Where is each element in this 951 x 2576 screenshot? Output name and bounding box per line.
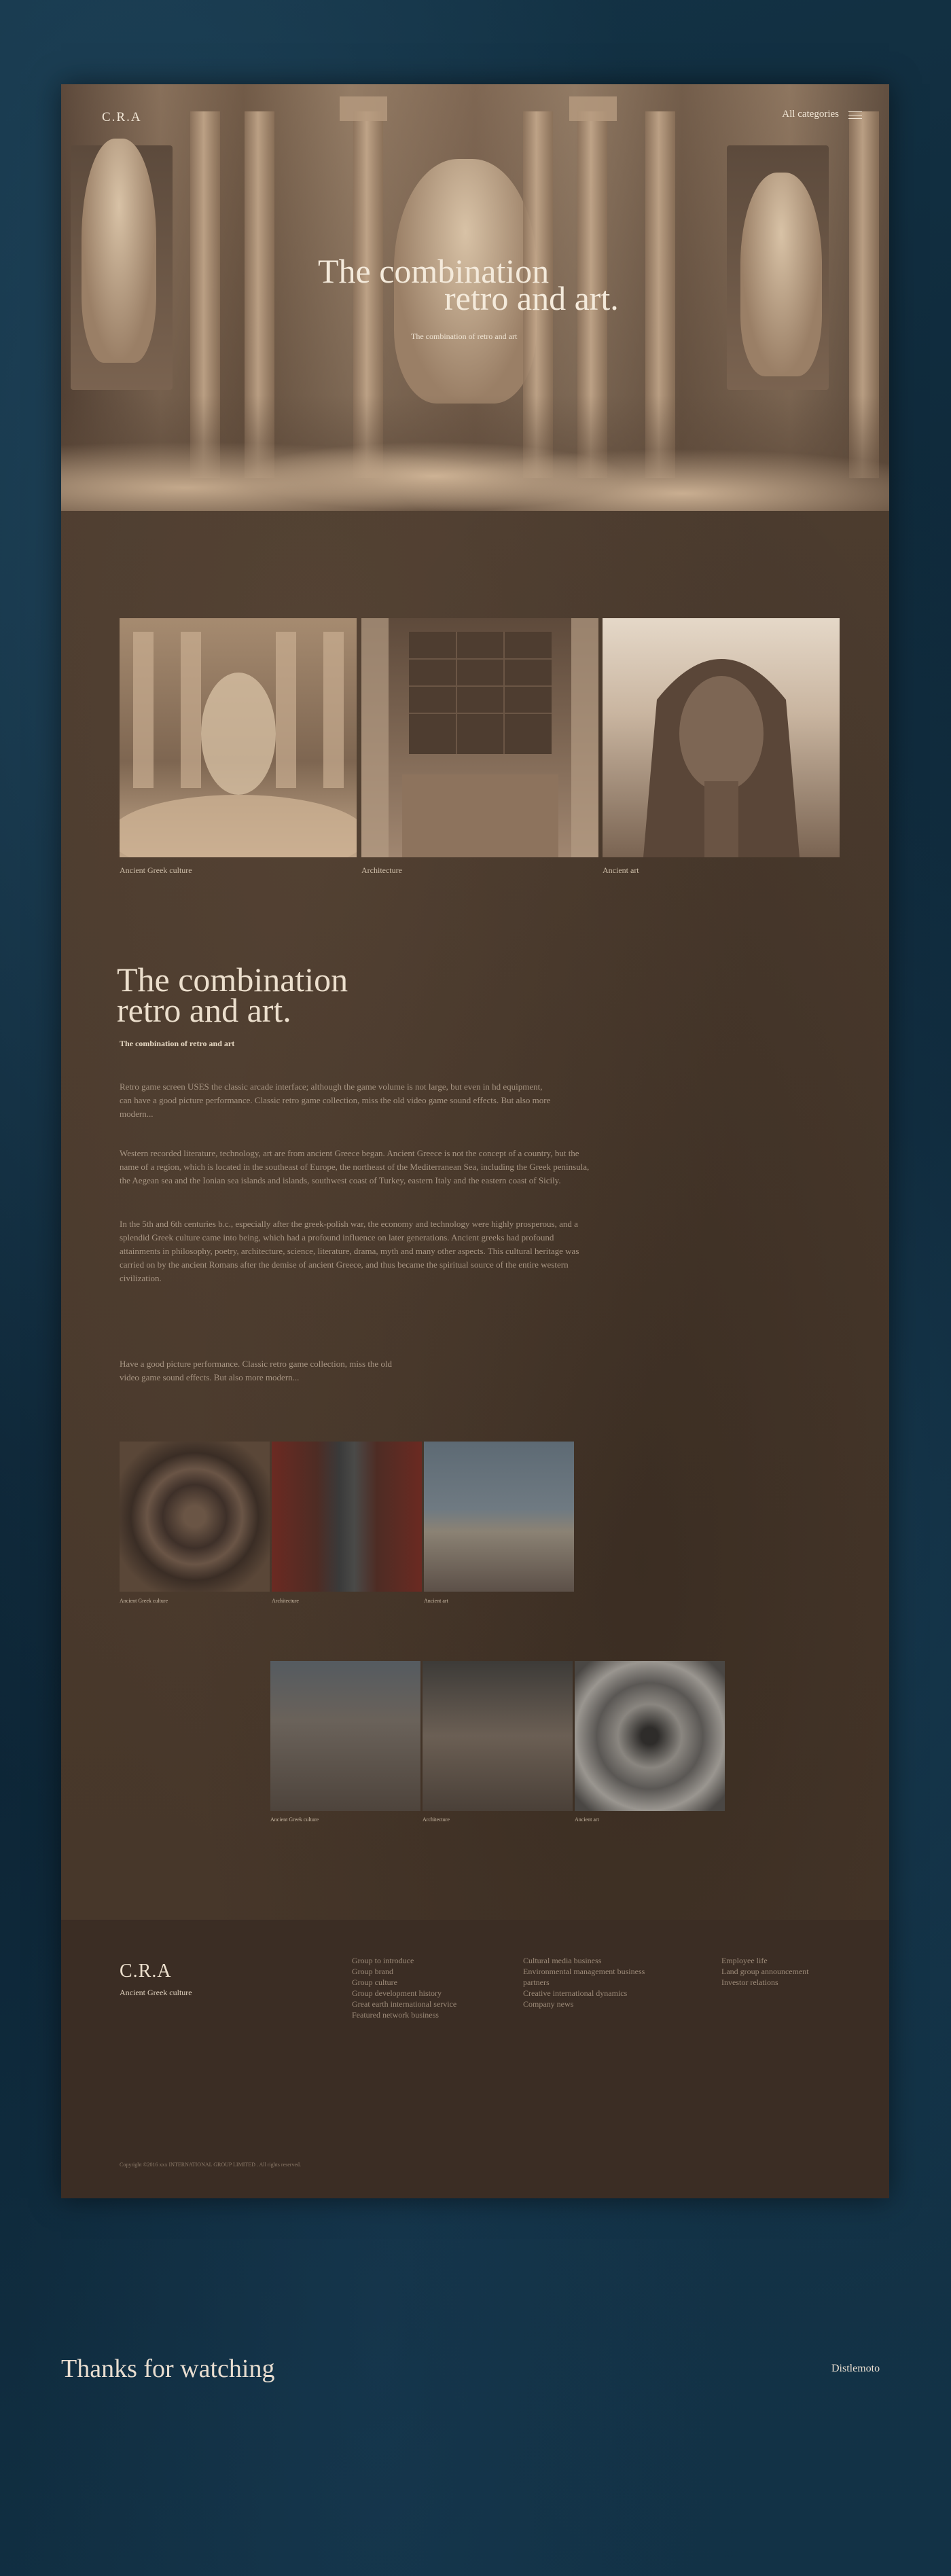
footer-link[interactable]: Group culture xyxy=(352,1978,397,1987)
gallery-bottom-caption-2: Architecture xyxy=(423,1817,450,1823)
gallery-top-caption-1: Ancient Greek culture xyxy=(120,1598,168,1604)
page-card xyxy=(61,84,889,2198)
ruins-illustration xyxy=(361,618,598,857)
footer-link[interactable]: Employee life xyxy=(721,1956,768,1965)
featured-caption-2: Architecture xyxy=(361,865,402,875)
footer xyxy=(61,1920,889,2198)
nav-all-categories[interactable]: All categories xyxy=(782,109,839,120)
paragraph-retro-game: Retro game screen USES the classic arcade interface; although the game volume is not large, but even in hd equipment, can have a good picture performance. Classic retro game collection, miss the old video game sound effects. But also more modern... xyxy=(120,1081,551,1119)
featured-image-architecture[interactable] xyxy=(361,618,598,857)
section-title xyxy=(117,961,348,1029)
footer-link[interactable]: Environmental management business xyxy=(523,1967,645,1976)
footer-copyright: Copyright ©2016 xxx INTERNATIONAL GROUP LIMITED . All rights reserved. xyxy=(120,2162,302,2168)
footer-tagline: Ancient Greek culture xyxy=(120,1988,192,1997)
gallery-top-image-3[interactable] xyxy=(424,1442,574,1592)
gallery-top-image-2[interactable] xyxy=(272,1442,422,1592)
footer-link[interactable]: Featured network business xyxy=(352,2010,439,2020)
fountain-illustration xyxy=(120,618,357,857)
section-subtitle: The combination of retro and art xyxy=(120,1039,235,1048)
footer-link[interactable]: Company news xyxy=(523,1999,574,2009)
featured-caption-3: Ancient art xyxy=(603,865,639,875)
gallery-bottom-caption-1: Ancient Greek culture xyxy=(270,1817,319,1823)
featured-image-ancient-art[interactable] xyxy=(603,618,840,857)
hero-capital xyxy=(340,96,387,121)
gallery-bottom-image-2[interactable] xyxy=(423,1661,573,1811)
paragraph-picture-performance: Have a good picture performance. Classic retro game collection, miss the old video game sound effects. But also more modern... xyxy=(120,1359,393,1382)
section-title-line1: The combination xyxy=(117,961,348,999)
footer-links-col1 xyxy=(352,1955,456,2020)
paragraph-ancient-greece: Western recorded literature, technology, art are from ancient Greece began. Ancient Greece is not the concept of a country, but the name of a region, which is located in the southeast of Europe, the northeast of the Mediterranean Sea, including the Greek peninsula, the Aegean sea and the Ionian sea islands and islands, southwest coast of Turkey, eastern Italy and the eastern coast of Sicily. xyxy=(120,1148,590,1185)
site-logo[interactable]: C.R.A xyxy=(102,110,142,124)
hero-statue-left xyxy=(82,139,156,363)
footer-link[interactable]: Cultural media business xyxy=(523,1956,602,1965)
hero-title xyxy=(318,252,619,317)
gallery-top-caption-3: Ancient art xyxy=(424,1598,448,1604)
footer-link[interactable]: Group development history xyxy=(352,1988,442,1998)
sphinx-illustration xyxy=(603,618,840,857)
footer-link[interactable]: Great earth international service xyxy=(352,1999,457,2009)
hero-statue-right xyxy=(740,173,822,376)
footer-logo[interactable]: C.R.A xyxy=(120,1961,172,1982)
footer-link[interactable]: Group brand xyxy=(352,1967,393,1976)
hero-title-line2: retro and art. xyxy=(444,279,619,317)
paragraph-greek-culture: In the 5th and 6th centuries b.c., especially after the greek-polish war, the economy and technology were highly prosperous, and a splendid Greek culture came into being, which had a profound influence on later generations. Ancient greeks had profound attainments in philosophy, poetry, architecture, science, literature, drama, myth and many other aspects. This cultural heritage was carried on by the ancient Romans after the demise of ancient Greece, and thus became the spiritual source of the entire western civilization. xyxy=(120,1219,579,1283)
hero-banner xyxy=(61,84,889,511)
gallery-top-image-1[interactable] xyxy=(120,1442,270,1592)
footer-link[interactable]: Land group announcement xyxy=(721,1967,809,1976)
hero-title-line1: The combination xyxy=(318,252,550,290)
gallery-bottom-image-3[interactable] xyxy=(575,1661,725,1811)
thanks-heading: Thanks for watching xyxy=(61,2355,275,2383)
gallery-top-caption-2: Architecture xyxy=(272,1598,299,1604)
gallery-bottom-caption-3: Ancient art xyxy=(575,1817,599,1823)
featured-caption-1: Ancient Greek culture xyxy=(120,865,192,875)
hamburger-menu-icon[interactable] xyxy=(848,111,862,120)
designer-signature: Distlemoto xyxy=(831,2363,880,2374)
footer-link[interactable]: Creative international dynamics xyxy=(523,1988,628,1998)
footer-links-col3 xyxy=(721,1955,809,1988)
gallery-bottom-image-1[interactable] xyxy=(270,1661,420,1811)
hero-subtitle: The combination of retro and art xyxy=(411,332,518,341)
footer-link[interactable]: partners xyxy=(523,1978,550,1987)
footer-link[interactable]: Investor relations xyxy=(721,1978,778,1987)
section-title-line2: retro and art. xyxy=(117,991,291,1029)
footer-links-col2 xyxy=(523,1955,645,2009)
hero-capital xyxy=(569,96,617,121)
hero-sculpture-base xyxy=(61,395,889,511)
featured-image-greek-culture[interactable] xyxy=(120,618,357,857)
footer-link[interactable]: Group to introduce xyxy=(352,1956,414,1965)
